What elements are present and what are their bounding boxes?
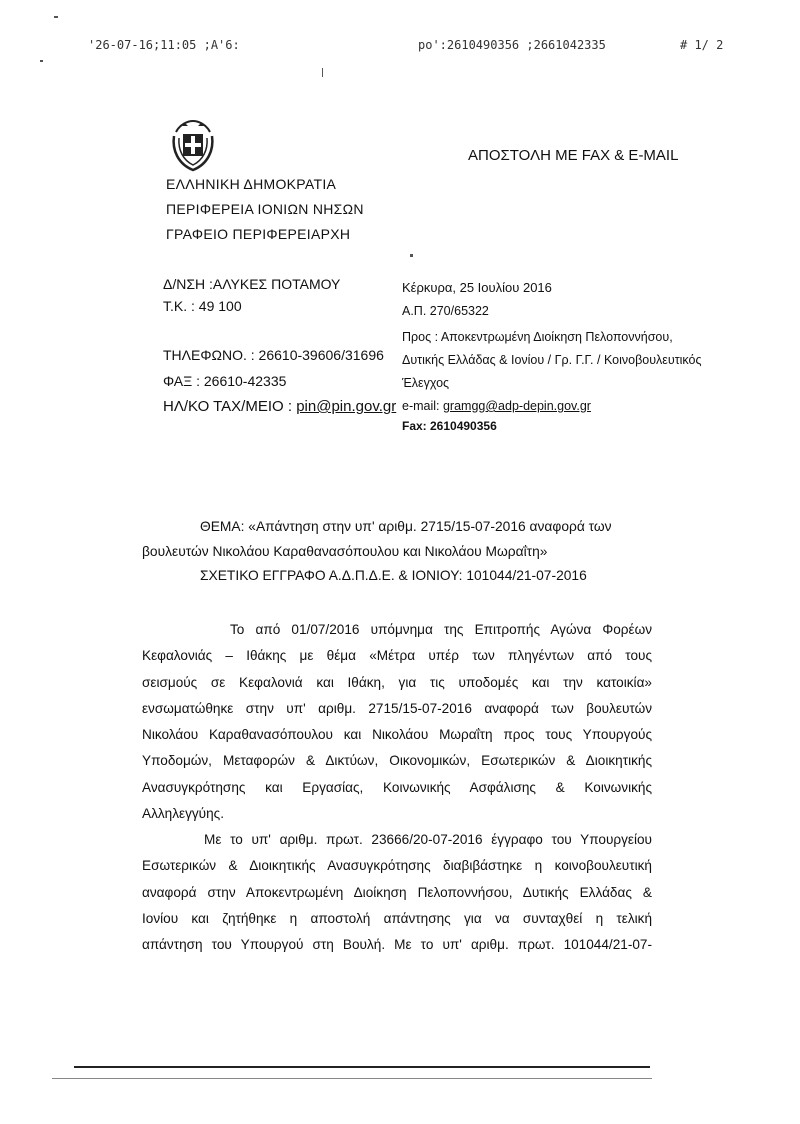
protocol-number: Α.Π. 270/65322	[402, 304, 489, 318]
paragraph-line: Ιονίου και ζητήθηκε η αποστολή απάντησης για να συνταχθεί η τελική	[142, 910, 652, 926]
paragraph-line: Εσωτερικών & Διοικητικής Ανασυγκρότησης διαβιβάστηκε η κοινοβουλευτική	[142, 858, 652, 874]
sender-email-line	[163, 398, 396, 415]
recipient-fax: Fax: 2610490356	[402, 419, 497, 433]
fax-header-left: '26-07-16;11:05 ;A'6:	[88, 38, 240, 52]
recipient-line-3: Έλεγχος	[402, 376, 450, 390]
footer-rule-faint	[52, 1078, 652, 1079]
scan-speck	[410, 254, 413, 257]
scan-speck	[54, 16, 58, 18]
recipient-email-link[interactable]: gramgg@adp-depin.gov.gr	[442, 399, 591, 413]
fax-page-counter: # 1/ 2	[680, 38, 724, 52]
send-notice: ΑΠΟΣΤΟΛΗ ΜΕ FAX & E-MAIL	[468, 147, 679, 164]
subject-line-1: ΘΕΜΑ: «Απάντηση στην υπ' αριθμ. 2715/15-07-2016 αναφορά των	[200, 519, 612, 534]
body-paragraph-2	[142, 827, 652, 958]
paragraph-line: Με το υπ' αριθμ. πρωτ. 23666/20-07-2016 έγγραφο του Υπουργείου	[204, 832, 652, 847]
org-line-republic: ΕΛΛΗΝΙΚΗ ΔΗΜΟΚΡΑΤΙΑ	[166, 176, 337, 192]
recipient-line-1: Προς : Αποκεντρωμένη Διοίκηση Πελοποννήσου,	[402, 330, 673, 344]
sender-postal-code: Τ.Κ. : 49 100	[163, 298, 242, 314]
fax-header-number: po':2610490356 ;2661042335	[418, 38, 606, 52]
related-document: ΣΧΕΤΙΚΟ ΕΓΓΡΑΦΟ Α.Δ.Π.Δ.Ε. & ΙΟΝΙΟΥ: 101044/21-07-2016	[200, 568, 587, 583]
paragraph-line: Κεφαλονιάς – Ιθάκης με θέμα «Μέτρα υπέρ των πληγέντων από τους	[142, 648, 652, 664]
body-paragraph-1	[142, 617, 652, 827]
paragraph-line: Το από 01/07/2016 υπόμνημα της Επιτροπής Αγώνα Φορέων	[230, 622, 652, 637]
place-date: Κέρκυρα, 25 Ιουλίου 2016	[402, 280, 552, 295]
paragraph-line: ενσωματώθηκε στην υπ' αριθμ. 2715/15-07-2016 αναφορά των βουλευτών	[142, 700, 652, 716]
paragraph-line: αναφορά στην Αποκεντρωμένη Διοίκηση Πελοποννήσου, Δυτικής Ελλάδας &	[142, 884, 652, 900]
footer-rule	[74, 1066, 650, 1068]
sender-phone: ΤΗΛΕΦΩΝΟ. : 26610-39606/31696	[163, 347, 384, 363]
recipient-email-line	[402, 399, 591, 413]
paragraph-line: Υποδομών, Μεταφορών & Δικτύων, Οικονομικών, Εσωτερικών & Διοικητικής	[142, 753, 652, 769]
paragraph-line: Αλληλεγγύης.	[142, 806, 224, 822]
sender-email-link[interactable]: pin@pin.gov.gr	[296, 398, 397, 415]
recipient-email-label: e-mail:	[402, 399, 443, 413]
paragraph-line: Ανασυγκρότησης και Εργασίας, Κοινωνικής Ασφάλισης & Κοινωνικής	[142, 779, 652, 795]
scan-speck	[40, 60, 43, 62]
scan-speck	[322, 68, 323, 77]
greek-emblem-icon	[170, 118, 216, 172]
sender-address: Δ/ΝΣΗ :ΑΛΥΚΕΣ ΠΟΤΑΜΟΥ	[163, 276, 341, 292]
subject-line-2: βουλευτών Νικολάου Καραθανασόπουλου και Νικολάου Μωραΐτη»	[142, 544, 548, 559]
org-line-office: ΓΡΑΦΕΙΟ ΠΕΡΙΦΕΡΕΙΑΡΧΗ	[166, 226, 351, 242]
sender-fax: ΦΑΞ : 26610-42335	[163, 373, 287, 389]
paragraph-line: απάντηση του Υπουργού στη Βουλή. Με το υπ' αριθμ. πρωτ. 101044/21-07-	[142, 937, 652, 953]
org-line-region: ΠΕΡΙΦΕΡΕΙΑ ΙΟΝΙΩΝ ΝΗΣΩΝ	[166, 201, 364, 217]
paragraph-line: Νικολάου Καραθανασόπουλου και Νικολάου Μωραΐτη προς τους Υπουργούς	[142, 727, 652, 743]
sender-email-label: ΗΛ/ΚΟ ΤΑΧ/ΜΕΙΟ :	[163, 398, 297, 415]
recipient-line-2: Δυτικής Ελλάδας & Ιονίου / Γρ. Γ.Γ. / Κοινοβουλευτικός	[402, 353, 702, 367]
paragraph-line: σεισμούς σε Κεφαλονιά και Ιθάκη, για τις υποδομές και την κατοικία»	[142, 674, 652, 690]
